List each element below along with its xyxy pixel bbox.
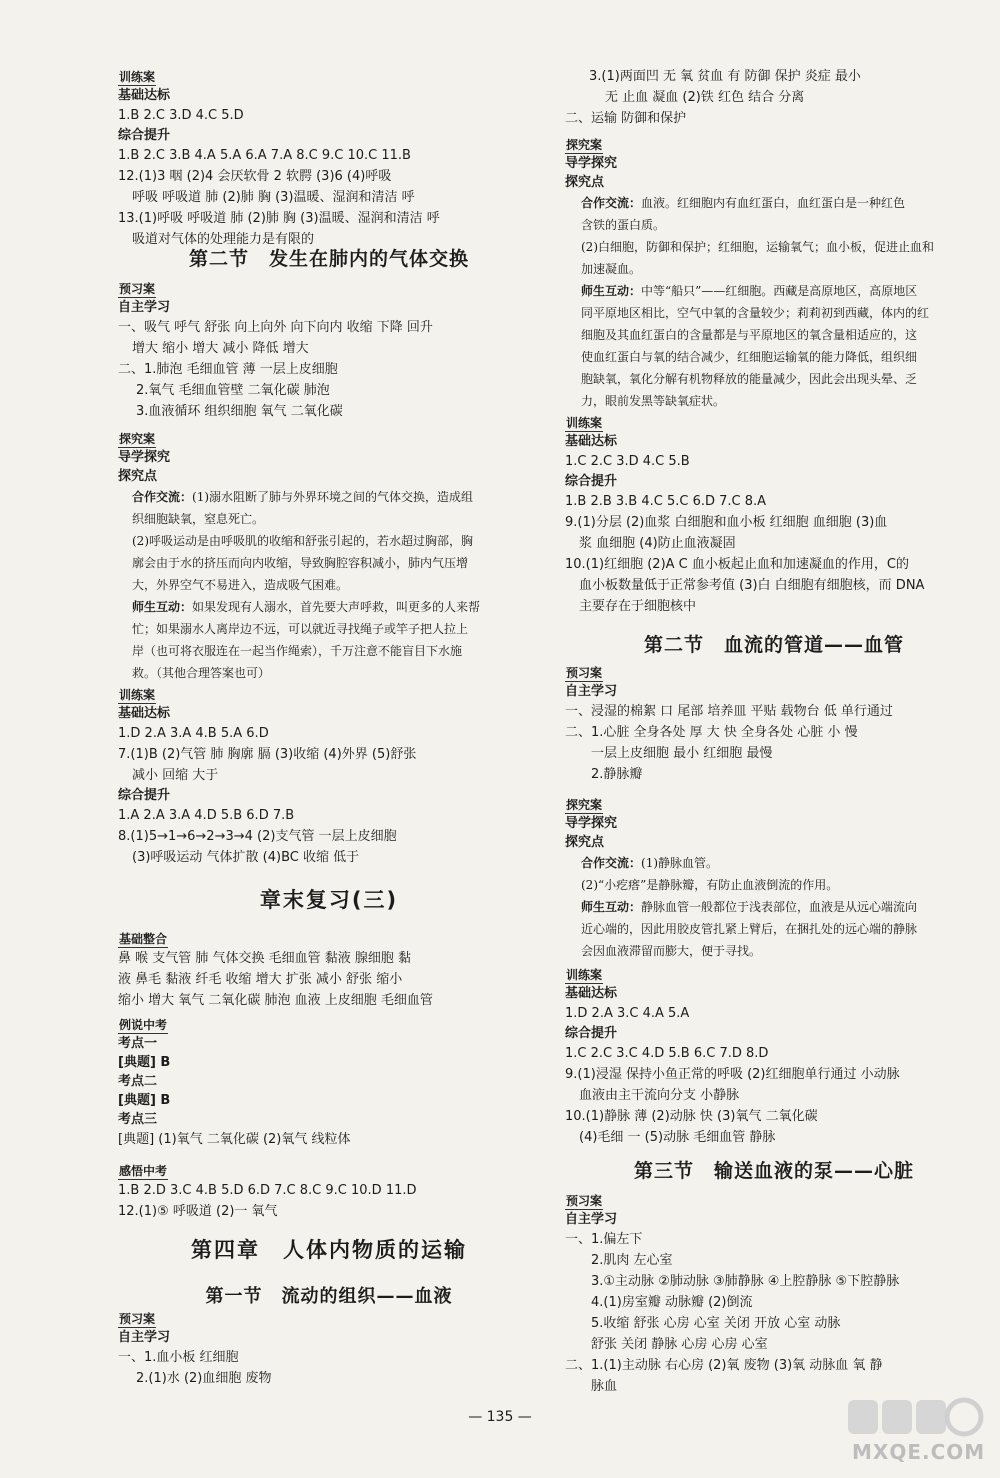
answer-line: 一、1.血小板 红细胞: [118, 1350, 239, 1365]
subsection-heading: 自主学习: [118, 300, 171, 315]
answer-line: 1.C 2.C 3.C 4.D 5.B 6.C 7.D 8.D: [565, 1046, 769, 1061]
body-text: 加速凝血。: [581, 262, 642, 276]
body-text: 静脉血管一般都位于浅表部位，血液是从远心端流向: [641, 900, 918, 914]
label-interaction: 师生互动：: [581, 900, 642, 914]
subsection-heading: 自主学习: [118, 1330, 171, 1345]
section-title: 第二节 发生在肺内的气体交换: [188, 248, 469, 270]
answer-line: 一、1.偏左下: [565, 1232, 643, 1247]
body-text: 同平原地区相比，空气中氧的含量较少；莉莉初到西藏，体内的红: [581, 306, 930, 320]
subsection-heading: 综合提升: [118, 788, 171, 803]
answer-line: 吸道对气体的处理能力是有限的: [132, 232, 315, 247]
answer-line: (3)呼吸运动 气体扩散 (4)BC 收缩 低于: [132, 850, 360, 865]
section-tag: 训练案: [119, 70, 156, 84]
subsection-heading: 自主学习: [565, 1212, 618, 1227]
body-text: 血液。红细胞内有血红蛋白，血红蛋白是一种红色: [641, 196, 906, 210]
body-text: 近心端的，因此用胶皮管扎紧上臂后，在捆扎处的远心端的静脉: [581, 922, 918, 936]
body-text: 力，眼前发黑等缺氧症状。: [581, 394, 726, 408]
watermark: [846, 1396, 986, 1468]
block-training-1: [118, 66, 440, 250]
exam-point: 考点一: [118, 1036, 158, 1051]
label-cooperation: 合作交流：: [132, 490, 193, 504]
answer-line: 5.收缩 舒张 心房 心室 关闭 开放 心室 动脉: [591, 1316, 841, 1331]
answer-line: 液 鼻毛 黏液 纤毛 收缩 增大 扩张 减小 舒张 缩小: [118, 972, 403, 987]
section-title: 第一节 流动的组织——血液: [205, 1286, 453, 1307]
answer-line: 增大 缩小 增大 减小 降低 增大: [132, 341, 309, 356]
subsection-heading: 基础达标: [565, 434, 618, 449]
section-tag: 例说中考: [119, 1018, 168, 1032]
answer-line: 1.A 2.A 3.A 4.D 5.B 6.D 7.B: [118, 808, 295, 823]
section-tag: 预习案: [566, 1194, 603, 1208]
answer-line: 无 止血 凝血 (2)铁 红色 结合 分离: [605, 90, 805, 105]
answer-line: 一、吸气 呼气 舒张 向上向外 向下向内 收缩 下降 回升: [118, 320, 433, 335]
body-text: 救。（其他合理答案也可）: [132, 666, 271, 680]
subsection-heading: 基础达标: [118, 88, 171, 103]
block-training-4: [565, 964, 900, 1148]
section-tag: 预习案: [119, 1312, 156, 1326]
answer-line: 鼻 喉 支气管 肺 气体交换 毛细血管 黏液 腺细胞 黏: [118, 951, 412, 966]
block-explore-1: [118, 428, 480, 684]
answer-line: 10.(1)红细胞 (2)A C 血小板起止血和加速凝血的作用，C的: [565, 557, 909, 572]
body-text: 含铁的蛋白质。: [581, 218, 666, 232]
answer-line: 1.B 2.C 3.B 4.A 5.A 6.A 7.A 8.C 9.C 10.C 11.B: [118, 148, 411, 163]
body-text: 细胞及其血红蛋白的含量都是与平原地区的氧含量相适应的，这: [581, 328, 918, 342]
body-text: (2)呼吸运动是由呼吸肌的收缩和舒张引起的，若水超过胸部，胸: [132, 534, 474, 548]
section-tag: 探究案: [119, 432, 156, 446]
label-cooperation: 合作交流：: [581, 196, 642, 210]
answer-line: 9.(1)浸湿 保持小鱼正常的呼吸 (2)红细胞单行通过 小动脉: [565, 1067, 900, 1082]
answer-line: 脉血: [591, 1379, 618, 1394]
answer-line: 2.(1)水 (2)血细胞 废物: [136, 1371, 272, 1386]
answer-line: 血液由主干流向分支 小静脉: [579, 1088, 740, 1103]
chapter-title: 第四章 人体内物质的运输: [191, 1238, 467, 1262]
subsection-heading: 导学探究: [565, 816, 618, 831]
watermark-text: MXQE.COM: [852, 1440, 986, 1464]
section-title: 第二节 血流的管道——血管: [643, 634, 904, 656]
section-tag: 训练案: [566, 416, 603, 430]
label-interaction: 师生互动：: [581, 284, 642, 298]
answer-line: 二、1.心脏 全身各处 厚 大 快 全身各处 心脏 小 慢: [565, 725, 858, 740]
answer-line: 12.(1)⑤ 呼吸道 (2)一 氧气: [118, 1204, 278, 1219]
section-tag: 探究案: [566, 798, 603, 812]
subsection-heading: 基础达标: [118, 706, 171, 721]
section-tag: 预习案: [119, 282, 156, 296]
answer-line: 缩小 增大 氧气 二氧化碳 肺泡 血液 上皮细胞 毛细血管: [118, 993, 433, 1008]
block-preview-4: [565, 1190, 899, 1397]
block-training-3: [565, 412, 924, 617]
answer-line: 1.D 2.A 3.C 4.A 5.A: [565, 1006, 690, 1021]
answer-line: 13.(1)呼吸 呼吸道 肺 (2)肺 胸 (3)温暖、湿润和清洁 呼: [118, 211, 440, 226]
subsection-heading: 探究点: [565, 835, 605, 850]
answer-line: 主要存在于细胞核中: [579, 599, 697, 614]
subsection-heading: 导学探究: [565, 156, 618, 171]
body-text: 岸（也可将衣服连在一起当作绳索），千万注意不能盲目下水施: [132, 644, 463, 658]
body-text: 廓会由于水的挤压而向内收缩，导致胸腔容积减小，肺内气压增: [132, 556, 469, 570]
example-answer: [典题] B: [118, 1093, 171, 1108]
section-tag: 感悟中考: [119, 1164, 168, 1178]
body-text: 忙；如果溺水人离岸边不远，可以就近寻找绳子或竿子把人拉上: [132, 622, 469, 636]
section-tag: 预习案: [566, 666, 603, 680]
answer-line: 1.B 2.C 3.D 4.C 5.D: [118, 108, 244, 123]
answer-line: 7.(1)B (2)气管 肺 胸廓 膈 (3)收缩 (4)外界 (5)舒张: [118, 747, 417, 762]
exam-point: 考点三: [118, 1112, 158, 1127]
answer-line: 1.C 2.C 3.D 4.C 5.B: [565, 454, 690, 469]
body-text: (2)“小疙瘩”是静脉瓣，有防止血液倒流的作用。: [581, 878, 839, 892]
block-exam-examples: [118, 1014, 351, 1150]
section-tag: 训练案: [566, 968, 603, 982]
subsection-heading: 综合提升: [565, 474, 618, 489]
block-explore-2: [565, 134, 934, 412]
body-text: 大，外界空气不易进入，造成吸气困难。: [132, 578, 349, 592]
answer-line: 1.B 2.B 3.B 4.C 5.C 6.D 7.C 8.A: [565, 494, 767, 509]
answer-line: 3.①主动脉 ②肺动脉 ③肺静脉 ④上腔静脉 ⑤下腔静脉: [591, 1274, 900, 1289]
answer-line: 一层上皮细胞 最小 红细胞 最慢: [591, 746, 773, 761]
example-answer: [典题] (1)氧气 二氧化碳 (2)氧气 线粒体: [118, 1132, 351, 1147]
answer-line: 9.(1)分层 (2)血浆 白细胞和血小板 红细胞 血细胞 (3)血: [565, 515, 888, 530]
block-preview-3: [565, 662, 893, 785]
subsection-heading: 探究点: [118, 469, 158, 484]
answer-line: 舒张 关闭 静脉 心房 心房 心室: [591, 1337, 768, 1352]
label-cooperation: 合作交流：: [581, 856, 642, 870]
answer-line: 浆 血细胞 (4)防止血液凝固: [579, 536, 736, 551]
answer-line: 二、运输 防御和保护: [565, 111, 687, 126]
answer-line: 血小板数量低于正常参考值 (3)白 白细胞有细胞核，而 DNA: [579, 578, 925, 593]
example-answer: [典题] B: [118, 1055, 171, 1070]
body-text: 使血红蛋白与氧的结合减少，红细胞运输氧的能力降低，组织细: [581, 350, 918, 364]
answer-line: 二、1.肺泡 毛细血管 薄 一层上皮细胞: [118, 362, 338, 377]
body-text: (1)静脉血管。: [641, 856, 719, 870]
answer-line: 2.肌肉 左心室: [591, 1253, 673, 1268]
block-exam-practice: [118, 1160, 417, 1222]
subsection-heading: 探究点: [565, 175, 605, 190]
answer-line: 一、浸湿的棉絮 口 尾部 培养皿 平贴 载物台 低 单行通过: [565, 704, 893, 719]
body-text: 如果发现有人溺水，首先要大声呼救，叫更多的人来帮: [192, 600, 481, 614]
section-tag: 训练案: [119, 688, 156, 702]
answer-line: 10.(1)静脉 薄 (2)动脉 快 (3)氧气 二氧化碳: [565, 1109, 818, 1124]
subsection-heading: 综合提升: [118, 128, 171, 143]
body-text: 胞缺氧，氧化分解有机物释放的能量减少，因此会出现头晕、乏: [581, 372, 918, 386]
section-title: 第三节 输送血液的泵——心脏: [633, 1160, 914, 1182]
block-preview-cont: [565, 66, 861, 129]
subsection-heading: 导学探究: [118, 450, 171, 465]
answer-line: (4)毛细 一 (5)动脉 毛细血管 静脉: [579, 1130, 776, 1145]
body-text: 中等“船只”——红细胞。西藏是高原地区，高原地区: [641, 284, 918, 298]
body-text: (1)溺水阻断了肺与外界环境之间的气体交换，造成组: [192, 490, 474, 504]
answer-line: 2.静脉瓣: [591, 767, 643, 782]
watermark-logo-icon: [846, 1396, 986, 1440]
answer-line: 3.(1)两面凹 无 氧 贫血 有 防御 保护 炎症 最小: [589, 69, 861, 84]
answer-line: 12.(1)3 咽 (2)4 会厌软骨 2 软腭 (3)6 (4)呼吸: [118, 169, 392, 184]
answer-line: 减小 回缩 大于: [132, 768, 219, 783]
subsection-heading: 自主学习: [565, 684, 618, 699]
answer-line: 呼吸 呼吸道 肺 (2)肺 胸 (3)温暖、湿润和清洁 呼: [132, 190, 415, 205]
label-interaction: 师生互动：: [132, 600, 193, 614]
section-tag: 探究案: [566, 138, 603, 152]
block-summary: [118, 928, 433, 1011]
exam-point: 考点二: [118, 1074, 158, 1089]
block-explore-3: [565, 794, 917, 962]
answer-line: 4.(1)房室瓣 动脉瓣 (2)倒流: [591, 1295, 753, 1310]
block-preview-2: [118, 1308, 272, 1389]
subsection-heading: 基础达标: [565, 986, 618, 1001]
subsection-heading: 综合提升: [565, 1026, 618, 1041]
page-number: — 135 —: [468, 1409, 532, 1425]
answer-line: 1.B 2.D 3.C 4.B 5.D 6.D 7.C 8.C 9.C 10.D 11.D: [118, 1183, 417, 1198]
block-training-2: [118, 684, 416, 868]
chapter-review-title: 章末复习(三): [259, 888, 399, 912]
section-tag: 基础整合: [119, 932, 168, 946]
body-text: 会因血液滞留而膨大，便于寻找。: [581, 944, 762, 958]
answer-line: 2.氧气 毛细血管壁 二氧化碳 肺泡: [136, 383, 330, 398]
block-preview-1: [118, 278, 433, 422]
answer-line: 1.D 2.A 3.A 4.B 5.A 6.D: [118, 726, 269, 741]
body-text: 织细胞缺氧，窒息死亡。: [132, 512, 265, 526]
body-text: (2)白细胞，防御和保护；红细胞，运输氧气；血小板，促进止血和: [581, 240, 935, 254]
answer-line: 二、1.(1)主动脉 右心房 (2)氧 废物 (3)氧 动脉血 氧 静: [565, 1358, 883, 1373]
answer-line: 3.血液循环 组织细胞 氧气 二氧化碳: [136, 404, 343, 419]
answer-line: 8.(1)5→1→6→2→3→4 (2)支气管 一层上皮细胞: [118, 829, 397, 844]
